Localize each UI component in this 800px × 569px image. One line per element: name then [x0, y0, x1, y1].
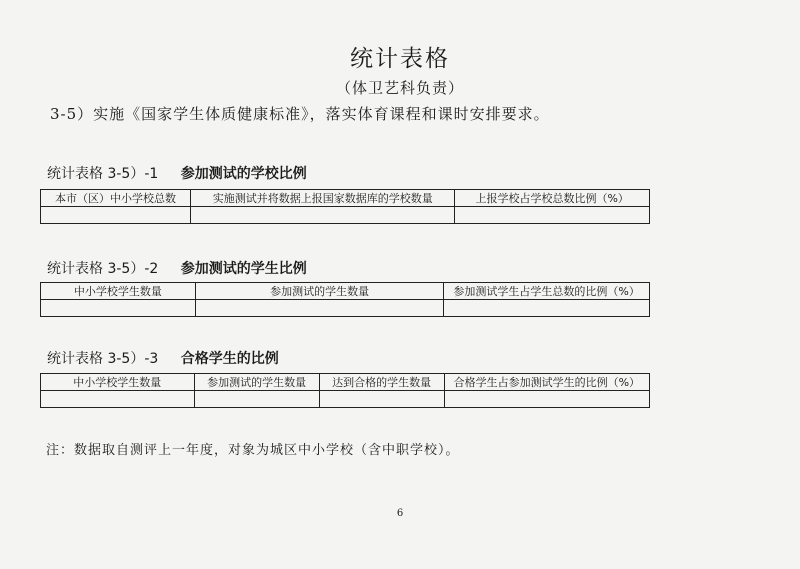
- table-header-cell: 实施测试并将数据上报国家数据库的学校数量: [190, 190, 454, 207]
- stats-table-2: [40, 282, 650, 317]
- table-header-row: [41, 190, 650, 207]
- table-cell[interactable]: [444, 300, 650, 317]
- table-row: [41, 300, 650, 317]
- section-title-1: [47, 163, 307, 183]
- table-cell[interactable]: [41, 207, 191, 224]
- table-cell[interactable]: [444, 391, 649, 408]
- table-cell[interactable]: [194, 391, 319, 408]
- table-header-row: [41, 283, 650, 300]
- table-header-cell: 中小学校学生数量: [41, 283, 196, 300]
- section-label: 统计表格 3-5）-2: [47, 261, 159, 277]
- section-title-2: [47, 258, 307, 278]
- table-header-cell: 合格学生占参加测试学生的比例（%）: [444, 374, 649, 391]
- table-header-cell: 中小学校学生数量: [41, 374, 195, 391]
- page-subtitle: （体卫艺科负责）: [335, 79, 464, 97]
- table-header-cell: 参加测试的学生数量: [194, 374, 319, 391]
- table-cell[interactable]: [190, 207, 454, 224]
- section-label: 统计表格 3-5）-1: [47, 166, 159, 182]
- section-name: 参加测试的学校比例: [180, 166, 307, 182]
- table-header-cell: 达到合格的学生数量: [319, 374, 444, 391]
- table-cell[interactable]: [455, 207, 650, 224]
- table-header-cell: 本市（区）中小学校总数: [41, 190, 191, 207]
- section-label: 统计表格 3-5）-3: [47, 351, 159, 367]
- table-cell[interactable]: [41, 391, 195, 408]
- table-cell[interactable]: [195, 300, 443, 317]
- stats-table-3: [40, 373, 650, 408]
- stats-table-1: [40, 189, 650, 224]
- table-cell[interactable]: [41, 300, 196, 317]
- table-header-row: [41, 374, 650, 391]
- section-title-3: [47, 348, 279, 368]
- page-number: 6: [396, 508, 404, 519]
- table-cell[interactable]: [319, 391, 444, 408]
- section-name: 参加测试的学生比例: [180, 261, 307, 277]
- table-row: [41, 391, 650, 408]
- intro-text: 3-5）实施《国家学生体质健康标准》，落实体育课程和课时安排要求。: [50, 105, 550, 123]
- table-header-cell: 参加测试的学生数量: [195, 283, 443, 300]
- table-header-cell: 上报学校占学校总数比例（%）: [455, 190, 650, 207]
- table-header-cell: 参加测试学生占学生总数的比例（%）: [444, 283, 650, 300]
- footnote: 注：数据取自测评上一年度，对象为城区中小学校（含中职学校）。: [46, 443, 460, 458]
- table-row: [41, 207, 650, 224]
- section-name: 合格学生的比例: [180, 351, 279, 367]
- page-title: 统计表格: [350, 46, 450, 72]
